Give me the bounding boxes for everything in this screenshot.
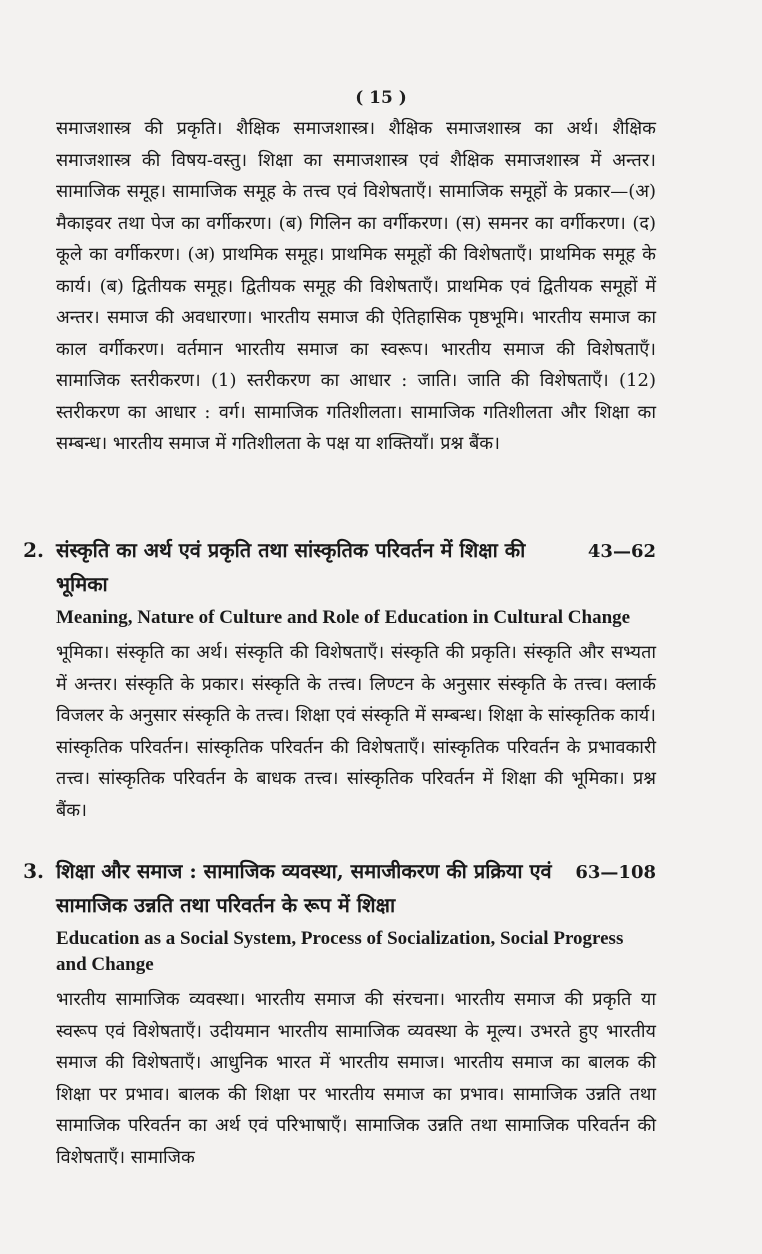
section-2-title-hindi: संस्कृति का अर्थ एवं प्रकृति तथा सांस्कृतिक परिवर्तन में शिक्षा की भूमिका [56, 538, 526, 596]
section-3-number: 3. [23, 859, 44, 883]
section-3-body: भारतीय सामाजिक व्यवस्था। भारतीय समाज की संरचना। भारतीय समाज की प्रकृति या स्वरूप एवं विशेषताएँ। उदीयमान भारतीय सामाजिक व्यवस्था के मूल्य। उभरते हुए भारतीय समाज की विशेषताएँ। आधुनिक भारत में भारतीय समाज। भारतीय समाज का बालक की शिक्षा पर प्रभाव। बालक की शिक्षा पर भारतीय समाज का प्रभाव। सामाजिक उन्नति तथा सामाजिक परिवर्तन का अर्थ एवं परिभाषाएँ। सामाजिक उन्नति तथा सामाजिक परिवर्तन की विशेषताएँ। सामाजिक [56, 989, 656, 1168]
intro-paragraph: समाजशास्त्र की प्रकृति। शैक्षिक समाजशास्त्र। शैक्षिक समाजशास्त्र का अर्थ। शैक्षिक समाजशास्त्र की विषय-वस्तु। शिक्षा का समाजशास्त्र एवं शैक्षिक समाजशास्त्र में अन्तर। सामाजिक समूह। सामाजिक समूह के तत्त्व एवं विशेषताएँ। सामाजिक समूहों के प्रकार—(अ) मैकाइवर तथा पेज का वर्गीकरण। (ब) गिलिन का वर्गीकरण। (स) समनर का वर्गीकरण। (द) कूले का वर्गीकरण। (अ) प्राथमिक समूह। प्राथमिक समूहों की विशेषताएँ। प्राथमिक समूह के कार्य। (ब) द्वितीयक समूह। द्वितीयक समूह की विशेषताएँ। प्राथमिक एवं द्वितीयक समूहों में अन्तर। समाज की अवधारणा। भारतीय समाज की ऐतिहासिक पृष्ठभूमि। भारतीय समाज का काल वर्गीकरण। वर्तमान भारतीय समाज का स्वरूप। भारतीय समाज की विशेषताएँ। सामाजिक स्तरीकरण। (1) स्तरीकरण का आधार : जाति। जाति की विशेषताएँ। (12) स्तरीकरण का आधार : वर्ग। सामाजिक गतिशीलता। सामाजिक गतिशीलता और शिक्षा का सम्बन्ध। भारतीय समाज में गतिशीलता के पक्ष या शक्तियाँ। प्रश्न बैंक। [56, 118, 656, 454]
intro-paragraph-block [56, 113, 656, 460]
section-2-heading [23, 533, 656, 601]
section-2-number: 2. [23, 538, 44, 562]
section-3 [23, 854, 656, 1173]
section-2 [23, 533, 656, 826]
section-2-body: भूमिका। संस्कृति का अर्थ। संस्कृति की विशेषताएँ। संस्कृति की प्रकृति। संस्कृति और सभ्यता में अन्तर। संस्कृति के प्रकार। संस्कृति के तत्त्व। लिण्टन के अनुसार संस्कृति के तत्त्व। क्लार्क विजलर के अनुसार संस्कृति के तत्त्व। शिक्षा एवं संस्कृति में सम्बन्ध। शिक्षा के सांस्कृतिक कार्य। सांस्कृतिक परिवर्तन। सांस्कृतिक परिवर्तन की विशेषताएँ। सांस्कृतिक परिवर्तन के प्रभावकारी तत्त्व। सांस्कृतिक परिवर्तन के बाधक तत्त्व। सांस्कृतिक परिवर्तन में शिक्षा की भूमिका। प्रश्न बैंक। [56, 642, 656, 821]
section-2-title-english: Meaning, Nature of Culture and Role of Education in Cultural Change [56, 607, 631, 628]
section-3-title-english: Education as a Social System, Process of Socialization, Social Progress and Change [56, 928, 624, 975]
section-3-title-hindi: शिक्षा और समाज : सामाजिक व्यवस्था, समाजीकरण की प्रक्रिया एवं सामाजिक उन्नति तथा परिवर्तन के रूप में शिक्षा [56, 859, 552, 917]
section-3-heading [23, 854, 656, 922]
section-2-page-range: 43—62 [587, 541, 656, 562]
page-number: ( 15 ) [355, 88, 407, 108]
section-3-page-range: 63—108 [575, 862, 656, 883]
